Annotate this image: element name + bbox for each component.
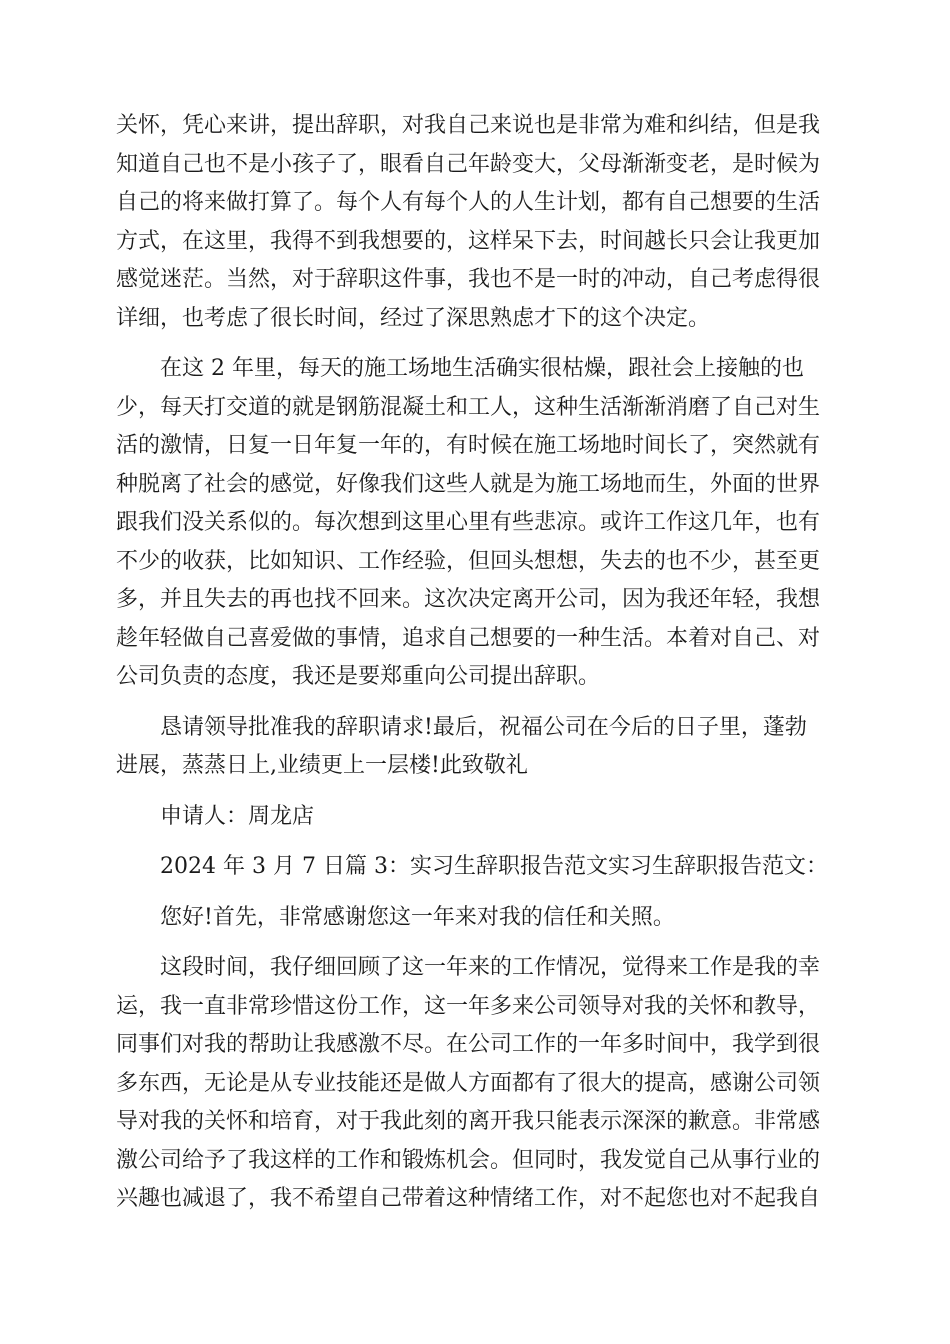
text-line: 种脱离了社会的感觉，好像我们这些人就是为施工场地而生，外面的世界 <box>116 471 821 497</box>
text-line: 在这 2 年里，每天的施工场地生活确实很枯燥，跟社会上接触的也 <box>160 356 804 381</box>
text-line: 少，每天打交道的就是钢筋混凝土和工人，这种生活渐渐消磨了自己对生 <box>116 394 821 420</box>
paragraph <box>116 107 836 338</box>
text-line: 2024 年 3 月 7 日篇 3：实习生辞职报告范文实习生辞职报告范文： <box>160 854 828 879</box>
paragraph <box>116 350 836 697</box>
text-line: 兴趣也减退了，我不希望自己带着这种情绪工作，对不起您也对不起我自 <box>116 1186 821 1211</box>
document-page <box>116 107 836 1231</box>
text-line: 感觉迷茫。当然，对于辞职这件事，我也不是一时的冲动，自己考虑得很 <box>116 267 821 292</box>
text-line: 多，并且失去的再也找不回来。这次决定离开公司，因为我还年轻，我想 <box>116 587 821 612</box>
text-line: 申请人：周龙店 <box>160 803 315 829</box>
text-line: 知道自己也不是小孩子了，眼看自己年龄变大，父母渐渐变老，是时候为 <box>116 151 821 177</box>
paragraph <box>116 899 836 938</box>
text-line: 公司负责的态度，我还是要郑重向公司提出辞职。 <box>116 664 601 689</box>
text-line: 激公司给予了我这样的工作和锻炼机会。但同时，我发觉自己从事行业的 <box>116 1147 821 1173</box>
text-line: 恳请领导批准我的辞职请求!最后，祝福公司在今后的日子里，蓬勃 <box>160 714 807 740</box>
text-line: 这段时间，我仔细回顾了这一年来的工作情况，觉得来工作是我的幸 <box>160 955 821 980</box>
text-line: 多东西，无论是从专业技能还是做人方面都有了很大的提高，感谢公司领 <box>116 1070 821 1096</box>
text-line: 不少的收获，比如知识、工作经验，但回头想想，失去的也不少，甚至更 <box>116 548 821 574</box>
document-body <box>116 107 836 1219</box>
paragraph <box>116 709 836 786</box>
paragraph <box>116 848 836 887</box>
paragraph <box>116 949 836 1219</box>
paragraph <box>116 798 836 837</box>
text-line: 自己的将来做打算了。每个人有每个人的人生计划，都有自己想要的生活 <box>116 190 821 215</box>
text-line: 您好!首先，非常感谢您这一年来对我的信任和关照。 <box>160 904 675 930</box>
text-line: 同事们对我的帮助让我感激不尽。在公司工作的一年多时间中，我学到很 <box>116 1032 821 1057</box>
text-line: 活的激情，日复一日年复一年的，有时候在施工场地时间长了，突然就有 <box>116 433 821 458</box>
text-line: 详细，也考虑了很长时间，经过了深思熟虑才下的这个决定。 <box>116 305 711 331</box>
text-line: 跟我们没关系似的。每次想到这里心里有些悲凉。或许工作这几年，也有 <box>116 510 821 535</box>
text-line: 趁年轻做自己喜爱做的事情，追求自己想要的一种生活。本着对自己、对 <box>116 625 821 651</box>
text-line: 导对我的关怀和培育，对于我此刻的离开我只能表示深深的歉意。非常感 <box>116 1109 821 1134</box>
text-line: 运，我一直非常珍惜这份工作，这一年多来公司领导对我的关怀和教导， <box>116 993 821 1019</box>
text-line: 方式，在这里，我得不到我想要的，这样呆下去，时间越长只会让我更加 <box>116 228 821 254</box>
text-line: 关怀，凭心来讲，提出辞职，对我自己来说也是非常为难和纠结，但是我 <box>116 113 821 138</box>
text-line: 进展，蒸蒸日上,业绩更上一层楼!此致敬礼 <box>116 753 528 778</box>
